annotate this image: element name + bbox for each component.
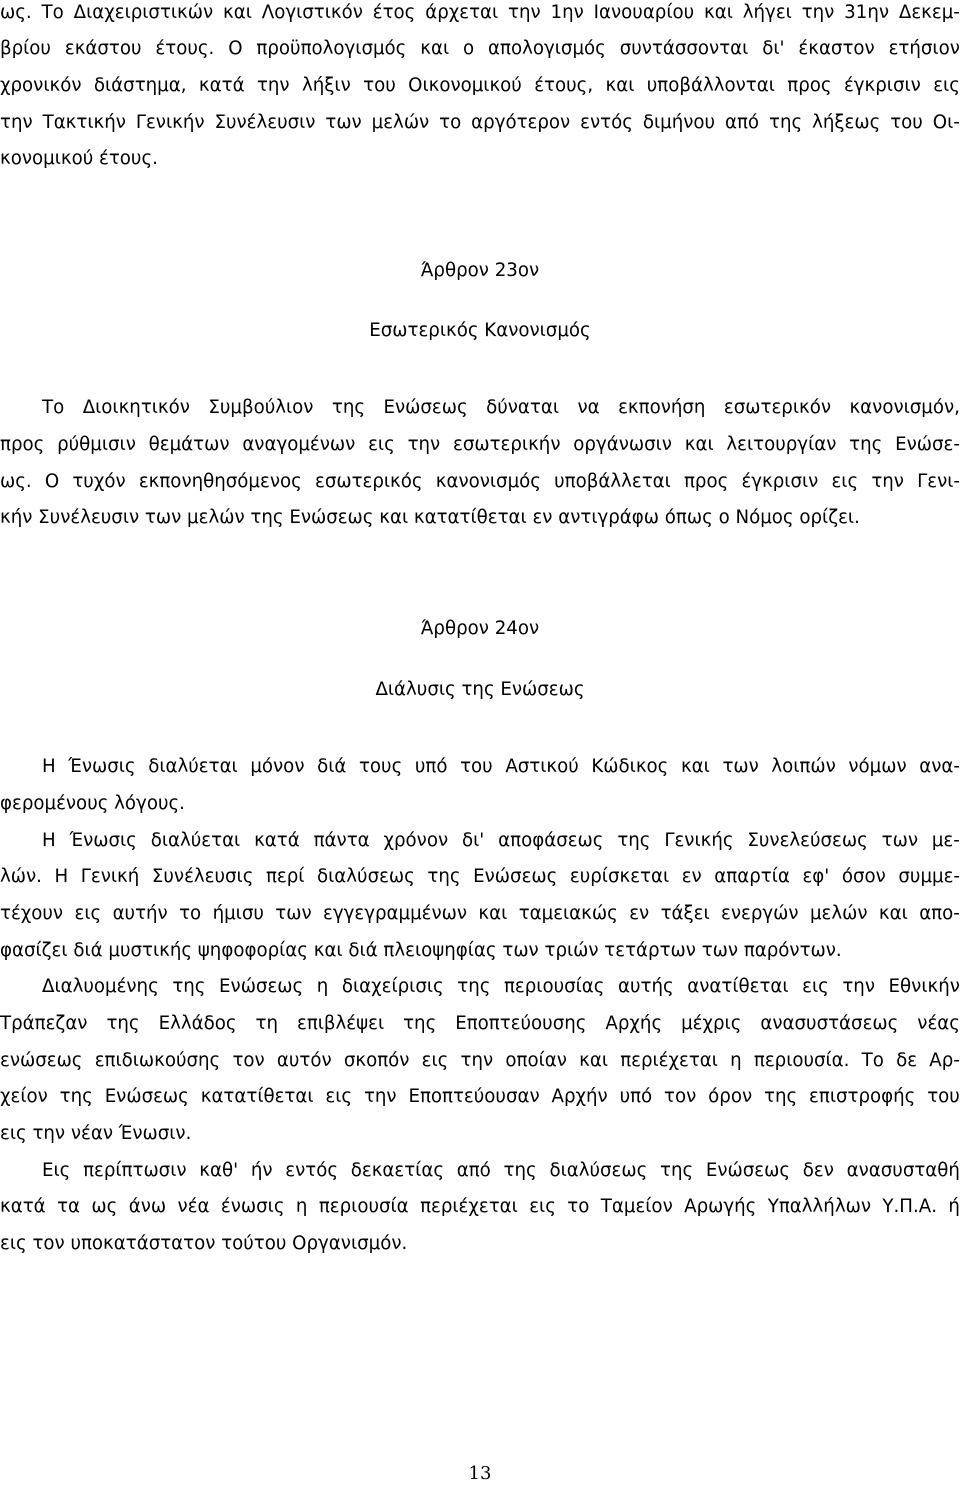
word: ο: [463, 38, 475, 59]
word: της: [403, 1013, 437, 1034]
word: διάστημα,: [93, 75, 187, 96]
word: η: [295, 1196, 308, 1217]
word: Ένωσις: [69, 830, 137, 851]
word: το: [567, 1196, 590, 1217]
word: Εποπτεύουσης: [455, 1013, 587, 1034]
text-line: κονομικού έτους.: [0, 148, 158, 169]
word: απολογισμός: [488, 38, 606, 59]
text-line: [0, 1156, 960, 1186]
word: διά: [317, 756, 347, 777]
word: Ο: [44, 471, 60, 492]
word: από: [456, 1160, 491, 1181]
word: ανασυσταθή: [846, 1160, 960, 1181]
word: Ενώσε-: [895, 434, 960, 455]
word: ενώσεως: [0, 1050, 83, 1071]
word: το: [179, 903, 202, 924]
word: και: [605, 75, 635, 96]
word: την: [407, 434, 441, 455]
word: εις: [802, 976, 829, 997]
word: τυχόν: [72, 471, 126, 492]
text-line: [0, 467, 960, 497]
word: η: [730, 1050, 742, 1071]
word: την: [0, 112, 33, 133]
word: εγγεγραμμένων: [323, 903, 468, 924]
word: εσωτερικός: [314, 471, 423, 492]
word: Εποπτεύουσαν: [408, 1086, 540, 1107]
word: δεκαετίας: [350, 1160, 444, 1181]
word: διαλύεται: [150, 830, 241, 851]
word: του: [927, 1086, 960, 1107]
word: εις: [831, 471, 859, 492]
word: από: [724, 112, 760, 133]
word: Ένωσις: [68, 756, 136, 777]
word: των: [275, 903, 312, 924]
word: ανατίθεται: [687, 976, 789, 997]
word: ήμισυ: [212, 903, 264, 924]
word: Ταμείον: [600, 1196, 673, 1217]
word: έτους,: [534, 75, 594, 96]
word: εκπονήση: [618, 397, 706, 418]
word: λήγει: [742, 2, 792, 23]
text-line: [0, 752, 960, 782]
word: και: [420, 38, 450, 59]
word: προς: [0, 434, 45, 455]
word: να: [577, 397, 600, 418]
word: δε: [896, 1050, 918, 1071]
word: 31ην: [844, 2, 890, 23]
word: περιέχεται: [420, 1196, 518, 1217]
word: και: [680, 756, 710, 777]
word: λήξιν: [301, 75, 351, 96]
word: περιέχεται: [620, 1050, 718, 1071]
word: την: [460, 1050, 494, 1071]
word: κανονισμός: [435, 471, 541, 492]
word: βρίου: [0, 38, 51, 59]
word: κατά: [198, 75, 245, 96]
word: Δεκεμ-: [898, 2, 960, 23]
word: έγκρισιν: [843, 75, 921, 96]
word: όρον: [708, 1086, 753, 1107]
word: εφ': [802, 866, 830, 887]
text-line: [0, 430, 960, 460]
word: ως.: [0, 471, 32, 492]
word: λών.: [0, 866, 42, 887]
word: εν: [681, 866, 702, 887]
text-line: [0, 1046, 960, 1076]
word: χρόνον: [383, 830, 449, 851]
word: και: [579, 1050, 608, 1071]
word: Λογιστικόν: [261, 2, 363, 23]
word: των: [881, 830, 918, 851]
word: Εθνικήν: [888, 976, 960, 997]
text-line: [0, 0, 960, 28]
word: Γενι-: [917, 471, 960, 492]
word: νόμων: [848, 756, 907, 777]
word: Η: [42, 756, 56, 777]
article-number: Άρθρον 23ον: [420, 260, 540, 281]
text-line: [0, 899, 960, 929]
word: την: [363, 1086, 397, 1107]
word: εις: [529, 1196, 556, 1217]
word: εις: [368, 434, 395, 455]
word: Το: [41, 2, 64, 23]
text-line: φερομένους λόγους.: [0, 793, 185, 814]
word: ρύθμισιν: [57, 434, 136, 455]
word: Διαλυομένης: [42, 976, 159, 997]
word: τάξει: [660, 903, 710, 924]
word: εντός: [285, 1160, 338, 1181]
word: της: [660, 1160, 694, 1181]
word: εκάστου: [64, 38, 142, 59]
word: της: [769, 112, 803, 133]
word: έτος: [372, 2, 416, 23]
word: διαλύσεως: [317, 866, 415, 887]
word: οργάνωσιν: [573, 434, 672, 455]
word: της: [457, 976, 491, 997]
word: προϋπολογισμός: [256, 38, 407, 59]
word: της: [764, 1086, 798, 1107]
word: της: [172, 976, 206, 997]
text-line: εις την νέαν Ένωσιν.: [0, 1123, 192, 1144]
word: προς: [787, 75, 832, 96]
word: δι': [762, 38, 785, 59]
word: της: [849, 434, 883, 455]
word: περιουσίας: [503, 976, 605, 997]
word: δεν: [802, 1160, 834, 1181]
word: Ενώσεως: [219, 976, 304, 997]
word: χρονικόν: [0, 75, 82, 96]
word: περίπτωσιν: [83, 1160, 187, 1181]
word: ένωσις: [220, 1196, 285, 1217]
word: νέας: [917, 1013, 960, 1034]
word: τους: [358, 756, 403, 777]
word: αυτόν: [276, 1050, 332, 1071]
word: λήξεως: [812, 112, 881, 133]
text-line: φασίζει διά μυστικής ψηφοφορίας και διά πλειοψηφίας των τριών τετάρτων των παρόντων.: [0, 940, 842, 961]
word: περί: [265, 866, 305, 887]
word: την: [801, 2, 835, 23]
word: και: [704, 2, 733, 23]
word: περιουσία: [318, 1196, 409, 1217]
word: συντάσσονται: [619, 38, 749, 59]
word: εσωτερικόν: [723, 397, 831, 418]
word: ετήσιον: [888, 38, 960, 59]
word: μέχρις: [681, 1013, 742, 1034]
word: μόνον: [250, 756, 305, 777]
word: τα: [57, 1196, 81, 1217]
word: Τράπεζαν: [0, 1013, 88, 1034]
word: διμήνου: [642, 112, 716, 133]
word: Συμβούλιον: [208, 397, 314, 418]
word: των: [722, 756, 759, 777]
word: άρχεται: [425, 2, 499, 23]
word: χείον: [0, 1086, 48, 1107]
text-line: [0, 826, 960, 856]
word: Συνέλευσις: [151, 866, 254, 887]
word: ως.: [0, 2, 32, 23]
word: 1ην: [550, 2, 584, 23]
word: κανονισμόν,: [849, 397, 960, 418]
word: ήν: [250, 1160, 273, 1181]
word: Ο: [228, 38, 243, 59]
word: λοιπών: [771, 756, 836, 777]
word: συμμε-: [898, 866, 960, 887]
word: Διαχειριστικών: [73, 2, 214, 23]
word: ανα-: [919, 756, 960, 777]
word: υποβάλλονται: [646, 75, 775, 96]
article-title: Εσωτερικός Κανονισμός: [369, 320, 591, 341]
word: Γενικήν: [135, 112, 205, 133]
text-line: [0, 34, 960, 64]
word: κατατίθεται: [200, 1086, 314, 1107]
word: τον: [232, 1050, 265, 1071]
word: ευρίσκεται: [569, 866, 670, 887]
word: τη: [255, 1013, 278, 1034]
word: εις: [933, 75, 960, 96]
word: έγκρισιν: [741, 471, 819, 492]
word: εντός: [580, 112, 633, 133]
word: έκαστον: [798, 38, 875, 59]
word: Οι-: [932, 112, 960, 133]
word: και: [684, 434, 714, 455]
text-line: [0, 1009, 960, 1039]
text-line: [0, 1192, 960, 1222]
word: την: [508, 2, 541, 23]
text-line: [0, 862, 960, 892]
word: υπό: [414, 756, 448, 777]
word: και: [878, 903, 908, 924]
word: της: [617, 830, 651, 851]
word: Συνελεύσεως: [747, 830, 868, 851]
word: επιβλέψει: [296, 1013, 385, 1034]
word: κατά: [254, 830, 300, 851]
word: εσωτερικήν: [453, 434, 561, 455]
word: Αρωγής: [684, 1196, 757, 1217]
word: έτους.: [155, 38, 215, 59]
word: Υπαλλήλων: [767, 1196, 871, 1217]
word: της: [59, 1086, 93, 1107]
word: θεμάτων: [148, 434, 230, 455]
word: περιουσία.: [753, 1050, 850, 1071]
word: αποφάσεως: [498, 830, 604, 851]
word: Διοικητικόν: [82, 397, 190, 418]
text-line: εις τον υποκατάστατον τούτου Οργανισμόν.: [0, 1233, 408, 1254]
word: ταμειακώς: [518, 903, 618, 924]
word: Εις: [42, 1160, 71, 1181]
word: ως: [91, 1196, 118, 1217]
word: αναγομένων: [242, 434, 356, 455]
text-line: [0, 972, 960, 1002]
word: οποίαν: [505, 1050, 567, 1071]
word: Το: [861, 1050, 884, 1071]
text-line: [0, 108, 960, 138]
word: αργότερον: [471, 112, 571, 133]
word: επιδιωκούσης: [94, 1050, 221, 1071]
word: εις: [421, 1050, 449, 1071]
word: της: [106, 1013, 140, 1034]
word: Ενώσεως: [383, 397, 468, 418]
word: και: [478, 903, 508, 924]
word: υπό: [619, 1086, 653, 1107]
word: Η: [42, 830, 56, 851]
word: υποβάλλεται: [554, 471, 671, 492]
word: Υ.Π.Α.: [882, 1196, 937, 1217]
word: επιστροφής: [809, 1086, 916, 1107]
word: Συνέλευσιν: [214, 112, 316, 133]
word: του: [460, 756, 493, 777]
word: Αρ-: [929, 1050, 960, 1071]
word: των: [325, 112, 362, 133]
word: λειτουργίαν: [726, 434, 837, 455]
article-number: Άρθρον 24ον: [420, 618, 540, 639]
word: προς: [683, 471, 729, 492]
word: ή: [948, 1196, 960, 1217]
word: δύναται: [486, 397, 560, 418]
word: Οικονομικού: [408, 75, 522, 96]
word: της: [331, 397, 366, 418]
word: μελών: [371, 112, 430, 133]
word: Ελλάδος: [158, 1013, 237, 1034]
word: εις: [74, 903, 102, 924]
word: Γενικής: [664, 830, 734, 851]
word: μελών: [809, 903, 868, 924]
word: Ενώσεως: [705, 1160, 791, 1181]
page-number: 13: [468, 1463, 492, 1484]
word: εις: [325, 1086, 353, 1107]
word: της: [503, 1160, 537, 1181]
word: άνω: [128, 1196, 167, 1217]
word: το: [439, 112, 462, 133]
word: ανασυστάσεως: [760, 1013, 899, 1034]
word: διαχείρισις: [341, 976, 444, 997]
word: όσον: [841, 866, 886, 887]
word: την: [842, 976, 875, 997]
word: τον: [664, 1086, 697, 1107]
word: Ενώσεως: [473, 866, 558, 887]
word: του: [363, 75, 396, 96]
word: Τακτικήν: [42, 112, 126, 133]
word: Η: [54, 866, 69, 887]
word: με-: [931, 830, 960, 851]
word: Αστικού: [505, 756, 579, 777]
word: Αρχήν: [551, 1086, 608, 1107]
word: διαλύεται: [148, 756, 238, 777]
text-line: κήν Συνέλευσιν των μελών της Ενώσεως και κατατίθεται εν αντιγράφω όπως ο Νόμος ορίζει.: [0, 507, 860, 528]
word: καθ': [199, 1160, 239, 1181]
word: Ιανουαρίου: [593, 2, 695, 23]
text-line: [0, 1082, 960, 1112]
word: απο-: [919, 903, 960, 924]
word: εκπονηθησόμενος: [138, 471, 302, 492]
word: Αρχής: [605, 1013, 663, 1034]
word: τέχουν: [0, 903, 64, 924]
article-title: Διάλυσις της Ενώσεως: [375, 679, 585, 700]
word: κατά: [0, 1196, 46, 1217]
word: του: [890, 112, 923, 133]
word: αυτήν: [112, 903, 168, 924]
word: νέα: [177, 1196, 210, 1217]
word: πάντα: [313, 830, 370, 851]
word: διαλύσεως: [549, 1160, 648, 1181]
word: την: [871, 471, 904, 492]
word: Γενική: [80, 866, 140, 887]
word: εν: [629, 903, 650, 924]
word: ενεργών: [721, 903, 799, 924]
word: σκοπόν: [343, 1050, 410, 1071]
word: της: [427, 866, 461, 887]
word: απαρτία: [714, 866, 790, 887]
word: Ενώσεως: [104, 1086, 189, 1107]
text-line: [0, 393, 960, 423]
word: και: [223, 2, 252, 23]
word: Κώδικος: [591, 756, 669, 777]
word: Το: [42, 397, 65, 418]
text-line: [0, 71, 960, 101]
word: την: [256, 75, 290, 96]
word: η: [316, 976, 329, 997]
word: αυτής: [618, 976, 674, 997]
word: δι': [461, 830, 485, 851]
